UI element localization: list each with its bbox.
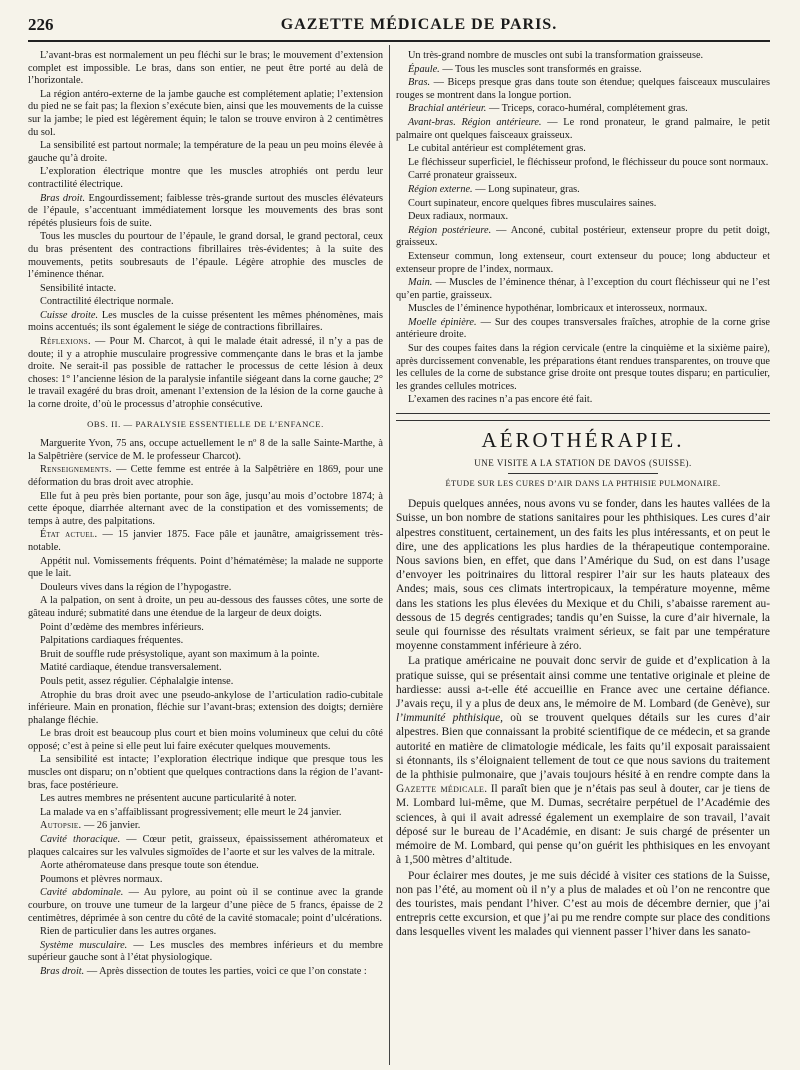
paragraph: Tous les muscles du pourtour de l’épaule, le grand dorsal, le grand pectoral, ceux du bras présentent des contractions fibrillaires très-évidentes; à la suite des mouvements, petits soubresauts de l’épaule. Légère atrophie des muscles de l’éminence thénar. — [28, 231, 383, 281]
paragraph: Le fléchisseur superficiel, le fléchisseur profond, le fléchisseur du pouce sont normaux. — [408, 156, 769, 168]
paragraph-text: — Triceps, coraco-huméral, complétement gras. — [486, 103, 688, 115]
paragraph: Appétit nul. Vomissements fréquents. Point d’hématémèse; la malade ne supporte que le lait. — [28, 555, 383, 580]
paragraph: Elle fut à peu près bien portante, pour son âge, jusqu’au mois d’octobre 1874; à cette époque, diarrhée alternant avec de la constipation et des vomissements; de temps à autre, des palpitations. — [28, 490, 383, 527]
paragraph-text: — Après dissection de toutes les parties, voici ce que l’on constate : — [84, 965, 367, 977]
paragraph-text: Engourdissement; faiblesse très-grande surtout des muscles élévateurs de l’épaule, s’accentuant immédiatement lorsque les mouvements des bras sont répétés plusieurs fois de suite. — [28, 192, 383, 229]
paragraph: L’exploration électrique montre que les muscles atrophiés ont perdu leur contractilité électrique. — [28, 166, 383, 190]
paragraph — [396, 103, 770, 116]
paragraph-text: . Il paraît bien que je n’étais pas seul à douter, car je tiens de M. Lombard lui-même, que M. Dumas, secrétaire perpétuel de l’Académie des sciences, à qui il avait adressé également un exemplaire de son travail, l’avait déposé sur le bureau de l’Académie, en disant: Je suis chargé de présenter un mémoire de M. Lombard, qui pense qu’on guérit les phthisiques en les envoyant à 1,500 mètres d’altitude. — [396, 783, 770, 867]
paragraph: Matité cardiaque, étendue transversalement. — [40, 662, 222, 674]
article-body — [396, 497, 770, 939]
paragraph — [28, 887, 383, 925]
paragraph-text: — Cœur petit, graisseux, épaississement athéromateux et plaques calcaires sur les valvules sigmoïdes de l’aorte et sur les valves de la mitrale. — [28, 834, 383, 858]
paragraph-text: — Le rond pronateur, le grand palmaire, le petit palmaire ont quelques faisceaux graisseux. — [396, 116, 770, 141]
paragraph: Sur des coupes faites dans la région cervicale (entre la cinquième et la sixième paire), après durcissement convenable, les préparations étant rendues transparentes, on trouve que les cellules de la corne de substance grise droite ont presque toutes disparu; en particulier, les grandes cellules motrices. — [396, 343, 770, 392]
paragraph-label: Main. — [408, 277, 433, 289]
paragraph — [396, 77, 770, 102]
paragraph-label: Bras droit. — [40, 192, 86, 204]
paragraph: Douleurs vives dans la région de l’hypogastre. — [40, 581, 232, 593]
paragraph: L’avant-bras est normalement un peu fléchi sur le bras; le mouvement d’extension complet est impossible. Le bras, dans son entier, ne peut être porté au delà de l’horizontale. — [28, 50, 383, 87]
paragraph — [396, 317, 770, 342]
paragraph-text: — Muscles de l’éminence thénar, à l’exception du court fléchisseur qui ne l’est qu’en partie, graisseux. — [396, 277, 770, 301]
paragraph: Les autres membres ne présentent aucune particularité à noter. — [40, 793, 297, 805]
paragraph: Sensibilité intacte. — [40, 282, 117, 294]
paragraph — [28, 940, 383, 965]
paragraph — [28, 820, 383, 833]
article-subtitle: UNE VISITE A LA STATION DE DAVOS (SUISSE). — [474, 458, 692, 469]
paragraph-label: Bras droit. — [40, 965, 85, 977]
paragraph: La sensibilité est intacte; l’exploration électrique indique que presque tous les muscles ont disparu; on n’obtient que quelques contractions dans la région de l’avant-bras, face postérieure. — [28, 754, 383, 791]
paragraph-text: où se trouvent quelques détails sur les cures d’air alpestres. Bien que connaissant la probité scientifique de ce médecin, et sa grande autorité en matière de climatologie médicale, les faits qu’il exposait paraissaient si étonnants, ils s’éloignaient tellement de tout ce que nous savions du traitement de la phthisie pulmonaire, que j’avais toujours hésité à en rendre compte dans la — [396, 712, 770, 782]
paragraph — [28, 966, 383, 979]
paragraph: La sensibilité est partout normale; la température de la peau un peu moins élevée à gauche qu’à droite. — [28, 140, 383, 164]
paragraph: Palpitations cardiaques fréquentes. — [40, 635, 184, 647]
paragraph-label: Avant-bras. Région antérieure. — [408, 116, 542, 128]
paragraph-text: — Les muscles des membres inférieurs et du membre supérieur gauche sont à l’état physiologique. — [28, 939, 383, 964]
paragraph: Pouls petit, assez régulier. Céphalalgie intense. — [40, 675, 234, 687]
page-number: 226 — [28, 15, 54, 34]
paragraph: La région antéro-externe de la jambe gauche est complétement aplatie; l’extension du pied ne se fait pas; la flexion s’exécute bien, ainsi que les mouvements de la cuisse sur la jambe; le pied est légèrement équin; le talon se trouve environ à 2 centimètres du sol. — [28, 88, 383, 138]
journal-name: Gazette médicale — [396, 783, 485, 796]
paragraph: A la palpation, on sent à droite, un peu au-dessous des fausses côtes, une sorte de gâteau induré; submatité dans une étendue de la largeur de deux doigts. — [28, 595, 383, 619]
paragraph: Marguerite Yvon, 75 ans, occupe actuellement le nº 8 de la salle Sainte-Marthe, à la Salpêtrière (service de M. le professeur Charcot). — [28, 438, 383, 462]
paragraph: L’examen des racines n’a pas encore été fait. — [408, 394, 593, 406]
paragraph: Aorte athéromateuse dans presque toute son étendue. — [40, 860, 259, 872]
section-rule — [396, 413, 770, 414]
paragraph-text: — Tous les muscles sont transformés en graisse. — [439, 63, 642, 75]
paragraph-label: Système musculaire. — [40, 939, 128, 951]
paragraph — [28, 336, 383, 412]
paragraph — [28, 464, 383, 489]
section-rule — [396, 420, 770, 421]
paragraph-text: La pratique américaine ne pouvait donc servir de guide et d’explication à la pratique suisse, qui se présentait ainsi comme une tentative originale et pleine de hardiesse: aussi a-t-elle été accueillie en France avec une certaine défiance. J’avais reçu, il y a plus de deux ans, le mémoire de M. Lombard (de Genève), sur — [396, 655, 770, 711]
left-column — [28, 50, 383, 1065]
paragraph: Rien de particulier dans les autres organes. — [40, 926, 217, 938]
paragraph-label: Région externe. — [408, 183, 473, 195]
page-header — [28, 14, 770, 36]
paragraph-text: — 26 janvier. — [81, 820, 141, 832]
paragraph: Court supinateur, encore quelques fibres musculaires saines. — [408, 197, 657, 209]
paragraph — [396, 654, 770, 867]
paragraph: Le bras droit est beaucoup plus court et bien moins volumineux que celui du côté opposé; c’est à peine si elle peut lui faire exécuter quelques mouvements. — [28, 728, 383, 752]
paragraph — [396, 277, 770, 302]
subtitle-rule — [508, 473, 658, 474]
paragraph — [396, 117, 770, 142]
paragraph-text: — 15 janvier 1875. Face pâle et jaunâtre, amaigrissement très-notable. — [28, 529, 383, 553]
paragraph — [28, 310, 383, 335]
paragraph: Extenseur commun, long extenseur, court extenseur du pouce; long abducteur et extenseur propre de l’index, normaux. — [396, 250, 770, 275]
paragraph: Deux radiaux, normaux. — [408, 211, 509, 223]
paragraph-label: Moelle épinière. — [408, 316, 477, 328]
paragraph — [396, 184, 770, 197]
paragraph-label: Région postérieure. — [408, 224, 492, 236]
paragraph-label: Cavité abdominale. — [40, 887, 124, 899]
header-rule — [28, 40, 770, 42]
paragraph: Un très-grand nombre de muscles ont subi la transformation graisseuse. — [408, 50, 704, 61]
article-subheading: ÉTUDE SUR LES CURES D’AIR DANS LA PHTHISIE PULMONAIRE. — [445, 478, 721, 488]
paragraph: Point d’œdème des membres inférieurs. — [40, 621, 204, 633]
paragraph-text: — Biceps presque gras dans toute son étendue; quelques faisceaux musculaires rouges se montrent dans la longue portion. — [396, 77, 770, 101]
paragraph — [28, 193, 383, 231]
paragraph — [396, 64, 770, 77]
paragraph: Contractilité électrique normale. — [40, 296, 174, 308]
column-divider — [389, 45, 390, 1065]
section-title: AÉROTHÉRAPIE. — [481, 428, 685, 453]
paragraph — [28, 834, 383, 859]
right-column — [396, 50, 770, 1065]
paragraph: Depuis quelques années, nous avons vu se fonder, dans les hautes vallées de la Suisse, un bon nombre de stations sanitaires pour les phthisiques. Les cures d’air alpestres constituent, certainement, un des faits les plus intéressants, et on peut le dire, une des applications les plus hardies de la thérapeutique contemporaine. Nous savions bien, en effet, que dans l’Amérique du Sud, on est dans l’usage d’envoyer les poitrinaires du littoral respirer l’air sur les hauts plateaux des Andes; mais, sous ces climats intertropicaux, la température moyenne, même dans les stations les plus élevées du Mexique et du Chili, s’abaisse rarement au-dessous de 15 degrés centigrades; tandis qu’en Suisse, la cure d’air hivernale, la seule qui fournisse des résultats vraiment sérieux, se fait par une température moyenne constamment inférieure à zéro. — [396, 498, 770, 653]
paragraph: Bruit de souffle rude présystolique, ayant son maximum à la pointe. — [40, 648, 320, 660]
paragraph-label: Épaule. — [408, 63, 440, 75]
paragraph: Poumons et plèvres normaux. — [40, 873, 163, 885]
paragraph-label: Cuisse droite. — [40, 309, 99, 321]
observation-heading: OBS. II. — PARALYSIE ESSENTIELLE DE L’ENFANCE. — [87, 418, 324, 429]
paragraph-label: Brachial antérieur. — [408, 103, 487, 115]
paragraph-text: Les muscles de la cuisse présentent les mêmes phénomènes, mais moins accentués; ils sont également le siége de contractions fibrillaires. — [28, 309, 383, 334]
journal-title: GAZETTE MÉDICALE DE PARIS. — [280, 16, 558, 33]
paragraph: Pour éclairer mes doutes, je me suis décidé à visiter ces stations de la Suisse, non pas l’été, au moment où il n’y a plus de malades et où l’on ne rencontre que des touristes, mais pendant l’hiver. C’est au mois de décembre dernier, que j’ai entrepris cette excursion, et que j’ai pu me rendre compte sur place des conditions dans lesquelles vivent les malades qui viennent passer l’hiver dans les sanato- — [396, 869, 770, 939]
paragraph-text: — Pour M. Charcot, à qui le malade était adressé, il n’y a pas de doute; il y a atrophie musculaire progressive commençante dans le bras et la jambe droite. Ne serait-il pas possible de rattacher le processus de cette lésion à deux choses: 1° l’ancienne lésion de la paralysie infantile siégeant dans la corne gauche; 2° le travail exagéré du bras droit, amenant l’extension de la lésion de la corne gauche à la corne droite, d’où le processus d’atrophie consécutive. — [28, 336, 383, 411]
paragraph-text: — Cette femme est entrée à la Salpêtrière en 1869, pour une déformation du bras droit avec atrophie. — [28, 464, 383, 488]
paragraph-label: Bras. — [408, 77, 431, 89]
paragraph-emphasis: l’immunité phthisique, — [396, 712, 503, 725]
paragraph-label: Réflexions. — [40, 336, 91, 348]
paragraph-text: — Sur des coupes transversales fraîches, atrophie de la corne grise antérieure droite. — [396, 316, 770, 341]
paragraph-text: — Long supinateur, gras. — [472, 183, 580, 195]
paragraph-label: Autopsie. — [40, 820, 82, 832]
paragraph: Muscles de l’éminence hypothénar, lombricaux et interosseux, normaux. — [408, 303, 708, 315]
paragraph-label: Renseignements. — [40, 464, 112, 476]
paragraph: Carré pronateur graisseux. — [408, 170, 517, 182]
paragraph — [396, 225, 770, 250]
paragraph-label: État actuel. — [40, 529, 98, 541]
paragraph — [28, 529, 383, 554]
paragraph-text: — Au pylore, au point où il se continue avec la grande courbure, on trouve une tumeur de la largeur d’une pièce de 5 francs, épaisse de 2 centimètres, déprimée à son centre du côté de la cavité stomacale; point d’ulcérations. — [28, 887, 383, 924]
paragraph: Le cubital antérieur est complétement gras. — [408, 143, 586, 155]
paragraph-label: Cavité thoracique. — [40, 834, 121, 846]
paragraph: La malade va en s’affaiblissant progressivement; elle meurt le 24 janvier. — [40, 806, 342, 818]
paragraph-text: — Anconé, cubital postérieur, extenseur propre du petit doigt, graisseux. — [396, 224, 770, 249]
paragraph: Atrophie du bras droit avec une pseudo-ankylose de l’articulation radio-cubitale inférieure. Main en pronation, fléchie sur l’avant-bras; extension des doigts; dernière phalange fléchie. — [28, 689, 383, 726]
